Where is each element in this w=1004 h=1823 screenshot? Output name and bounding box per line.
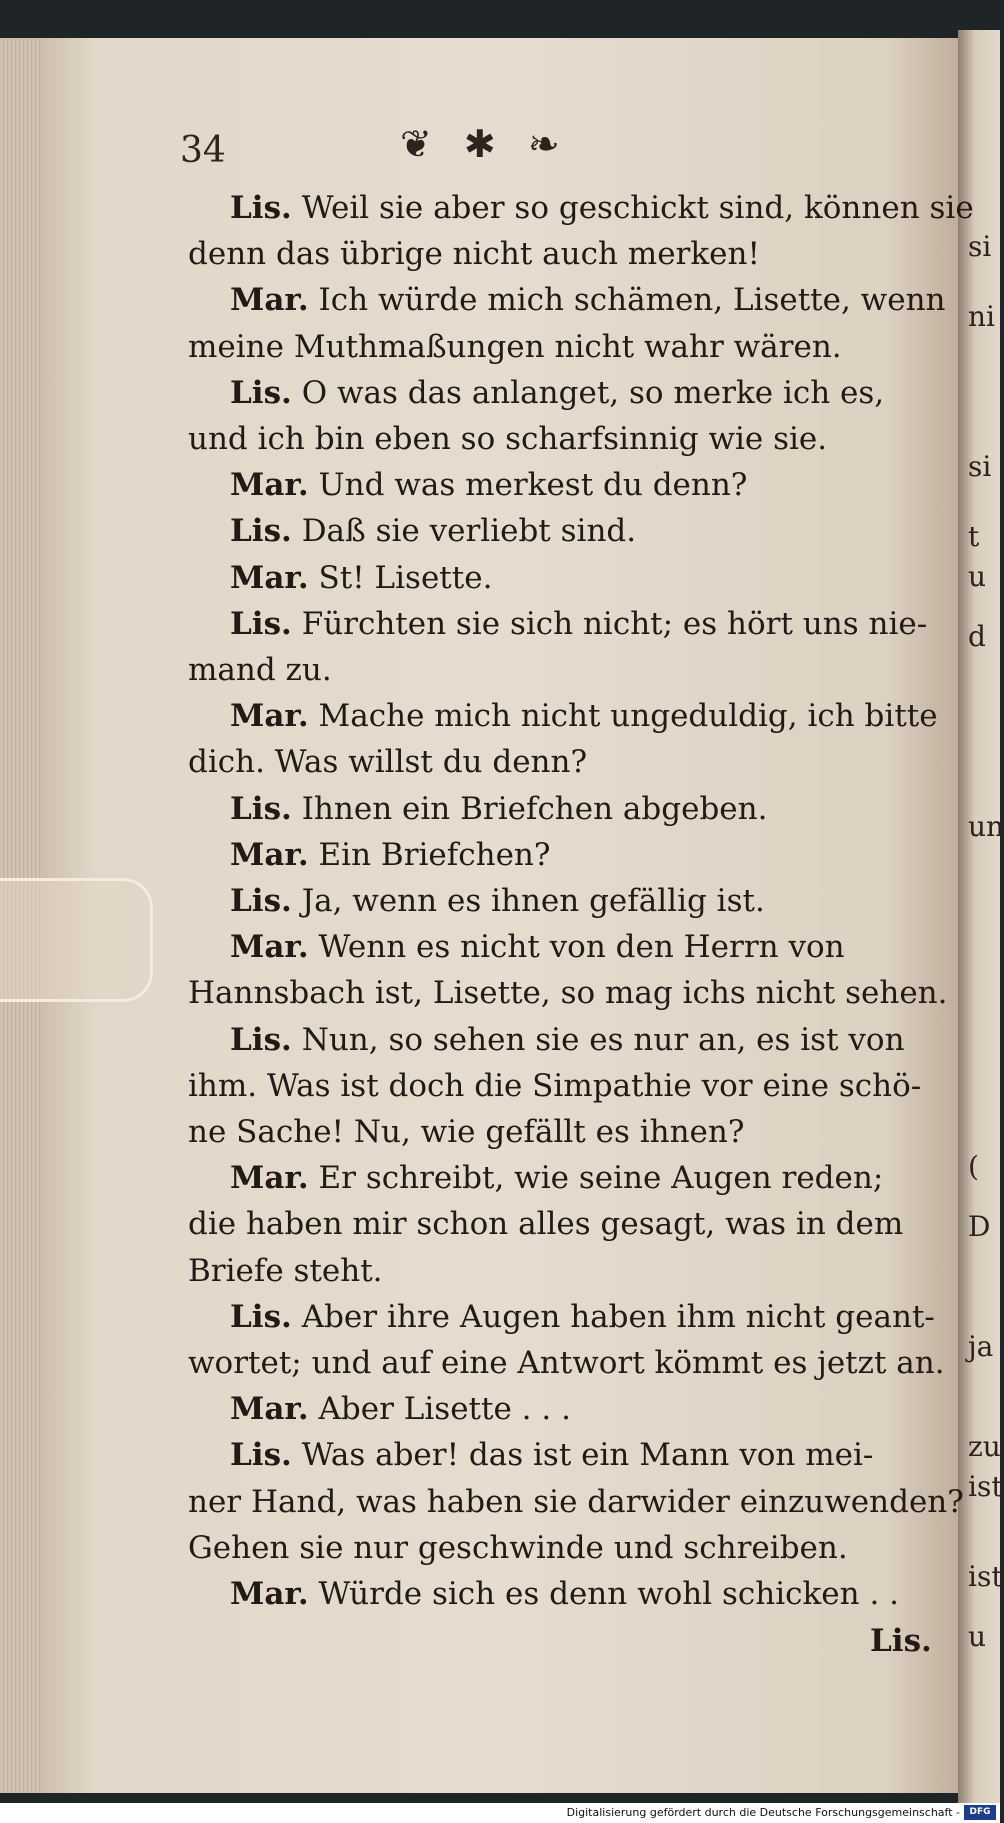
page-number: 34 <box>180 130 226 171</box>
text-line <box>230 558 492 598</box>
next-page-fragment: D <box>968 1210 991 1243</box>
line-text: Ich würde mich schämen, Lisette, wenn <box>318 282 946 319</box>
line-text: Gehen sie nur geschwinde und schreiben. <box>188 1529 848 1566</box>
next-page-fragment: d <box>968 620 986 653</box>
page-marker-tab <box>0 878 153 1002</box>
text-line <box>230 511 636 551</box>
line-text: O was das anlanget, so merke ich es, <box>301 374 885 411</box>
line-text: St! Lisette. <box>318 559 493 596</box>
next-page-fragment: si <box>968 230 992 263</box>
line-text: ne Sache! Nu, wie gefällt es ihnen? <box>188 1114 745 1150</box>
text-line <box>188 1343 945 1383</box>
line-text: Er schreibt, wie seine Augen reden; <box>318 1160 884 1197</box>
speaker-label: Mar. <box>230 559 309 596</box>
next-page-fragment: un <box>968 810 1004 843</box>
text-line <box>230 1435 873 1475</box>
line-text: und ich bin eben so scharfsinnig wie sie. <box>188 421 828 457</box>
line-text: Ja, wenn es ihnen gefällig ist. <box>301 883 765 919</box>
line-text: Aber Lisette . . . <box>318 1391 571 1428</box>
line-text: ihm. Was ist doch die Simpathie vor eine schö- <box>188 1067 922 1104</box>
line-text: Mache mich nicht ungeduldig, ich bitte <box>318 698 938 735</box>
line-text: Und was merkest du denn? <box>318 467 748 504</box>
next-page-fragment: ist <box>968 1470 1003 1503</box>
line-text: Ein Briefchen? <box>318 836 551 873</box>
next-page-fragment: ( <box>968 1150 979 1183</box>
speaker-label: Lis. <box>230 374 292 411</box>
text-line <box>230 1574 899 1614</box>
page-header <box>180 122 740 170</box>
line-text: Briefe steht. <box>188 1252 383 1289</box>
text-line <box>230 188 974 228</box>
speaker-label: Mar. <box>230 282 309 319</box>
next-page-fragment: t <box>968 520 980 553</box>
next-page-fragment: ist <box>968 1560 1003 1593</box>
dfg-logo: DFG <box>964 1805 996 1820</box>
speaker-label: Lis. <box>230 790 292 827</box>
line-text: ner Hand, was haben sie darwider einzuwenden? <box>188 1483 964 1520</box>
line-text: Was aber! das ist ein Mann von mei- <box>301 1437 874 1474</box>
text-line <box>230 1020 905 1060</box>
speaker-label: Lis. <box>230 1437 292 1474</box>
speaker-label: Mar. <box>230 1576 309 1612</box>
line-text: mand zu. <box>188 652 332 688</box>
footer-bar <box>0 1803 1000 1823</box>
next-page-fragment: ja <box>968 1330 994 1363</box>
text-line <box>230 604 927 644</box>
text-line <box>188 1204 903 1244</box>
line-text: Ihnen ein Briefchen abgeben. <box>301 790 768 827</box>
text-line <box>188 419 827 459</box>
speaker-label: Lis. <box>230 513 292 550</box>
text-line <box>230 280 946 320</box>
next-page-fragment: zu <box>968 1430 1001 1463</box>
text-line <box>230 1297 935 1337</box>
speaker-label: Lis. <box>230 1298 292 1335</box>
next-page-fragment: u <box>968 560 987 593</box>
text-line <box>188 742 587 782</box>
next-page-fragment: si <box>968 450 992 483</box>
line-text: Weil sie aber so geschickt sind, können sie <box>301 190 974 226</box>
header-ornament: ❦ ✱ ❧ <box>400 122 570 166</box>
line-text: die haben mir schon alles gesagt, was in dem <box>188 1206 904 1243</box>
speaker-label: Mar. <box>230 1391 309 1428</box>
text-line <box>188 1251 383 1291</box>
text-line <box>230 373 884 413</box>
line-text: meine Muthmaßungen nicht wahr wären. <box>188 328 842 365</box>
speaker-label: Mar. <box>230 1160 309 1197</box>
line-text: denn das übrige nicht auch merken! <box>188 236 760 273</box>
text-line <box>188 1112 745 1152</box>
speaker-label: Lis. <box>230 1021 292 1058</box>
speaker-label: Lis. <box>230 883 292 919</box>
catchword: Lis. <box>870 1623 932 1659</box>
text-line <box>188 1482 964 1522</box>
line-text: dich. Was willst du denn? <box>188 744 588 781</box>
speaker-label: Mar. <box>230 929 309 966</box>
text-line <box>230 927 845 967</box>
speaker-label: Lis. <box>230 190 292 226</box>
next-page-edge <box>958 30 1004 1805</box>
line-text: Aber ihre Augen haben ihm nicht geant- <box>301 1298 935 1335</box>
text-line <box>188 650 332 690</box>
text-line <box>230 1389 571 1429</box>
text-line <box>230 1158 883 1198</box>
text-line <box>230 881 765 921</box>
speaker-label: Mar. <box>230 836 309 873</box>
text-line <box>188 234 760 274</box>
funding-credit: Digitalisierung gefördert durch die Deutsche Forschungsgemeinschaft - <box>566 1806 960 1819</box>
line-text: wortet; und auf eine Antwort kömmt es jetzt an. <box>188 1345 945 1381</box>
line-text: Hannsbach ist, Lisette, so mag ichs nicht sehen. <box>188 975 948 1012</box>
text-line <box>188 1066 921 1106</box>
text-line <box>188 327 842 367</box>
text-line <box>188 973 948 1013</box>
text-line <box>230 835 551 875</box>
line-text: Wenn es nicht von den Herrn von <box>318 929 845 966</box>
line-text: Fürchten sie sich nicht; es hört uns nie- <box>301 605 928 642</box>
next-page-fragment: ni <box>968 300 995 333</box>
line-text: Nun, so sehen sie es nur an, es ist von <box>301 1021 905 1058</box>
text-line <box>230 696 938 736</box>
speaker-label: Mar. <box>230 467 309 504</box>
text-line <box>230 465 747 505</box>
line-text: Daß sie verliebt sind. <box>301 513 637 550</box>
speaker-label: Mar. <box>230 698 309 735</box>
text-line <box>230 789 767 829</box>
text-line <box>188 1528 848 1568</box>
next-page-fragment: u <box>968 1620 987 1653</box>
speaker-label: Lis. <box>230 605 292 642</box>
line-text: Würde sich es denn wohl schicken . . <box>318 1576 900 1612</box>
